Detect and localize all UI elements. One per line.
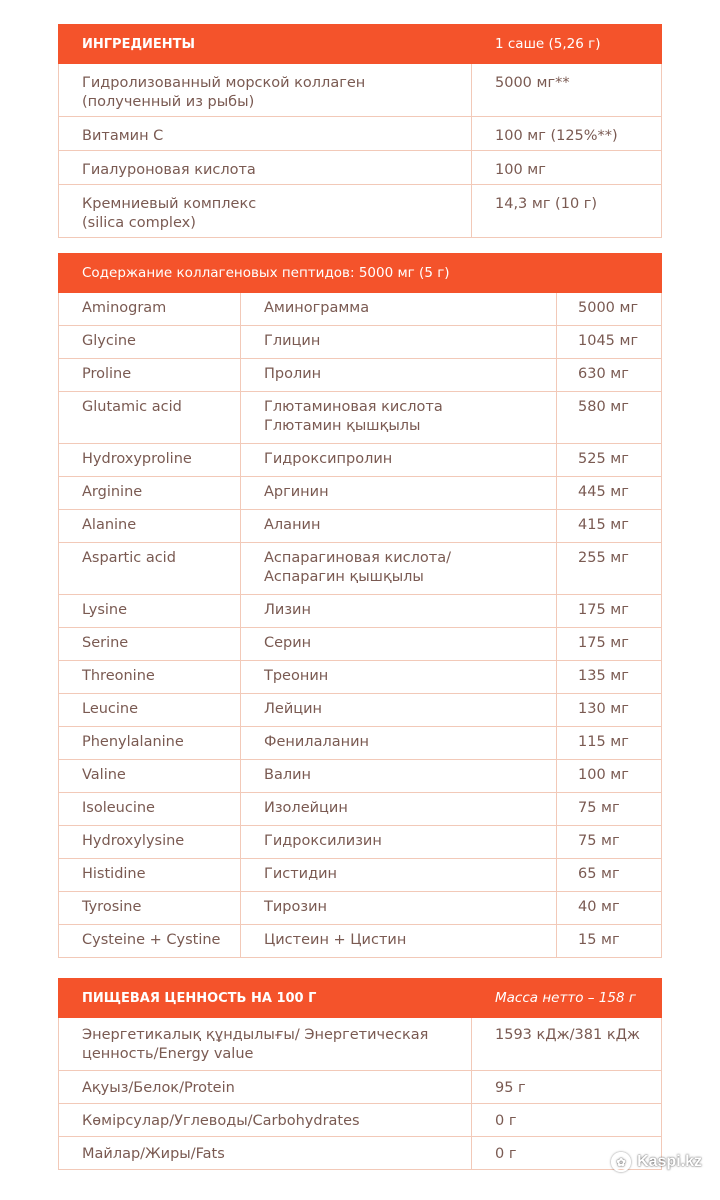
table-row bbox=[59, 1018, 662, 1071]
table-row bbox=[59, 1137, 662, 1170]
amino-name-ru: Серин bbox=[241, 628, 557, 661]
amino-amount: 175 мг bbox=[557, 595, 662, 628]
nutrient-name: Майлар/Жиры/Fats bbox=[59, 1137, 472, 1170]
table-row bbox=[59, 444, 662, 477]
amino-amount: 75 мг bbox=[557, 793, 662, 826]
ingredients-header-row bbox=[59, 25, 662, 64]
amino-name-en: Alanine bbox=[59, 510, 241, 543]
amino-amount: 175 мг bbox=[557, 628, 662, 661]
table-row bbox=[59, 859, 662, 892]
nutrition-header-row bbox=[59, 979, 662, 1018]
amino-name-ru: Гидроксипролин bbox=[241, 444, 557, 477]
amino-name-en: Glycine bbox=[59, 326, 241, 359]
table-row bbox=[59, 1071, 662, 1104]
table-row bbox=[59, 661, 662, 694]
ingredient-amount: 14,3 мг (10 г) bbox=[472, 185, 662, 238]
amino-name-ru: Треонин bbox=[241, 661, 557, 694]
amino-name-en: Leucine bbox=[59, 694, 241, 727]
net-weight: Масса нетто – 158 г bbox=[472, 979, 662, 1018]
amino-name-ru: Аргинин bbox=[241, 477, 557, 510]
table-row bbox=[59, 151, 662, 185]
table-row bbox=[59, 510, 662, 543]
serving-size: 1 саше (5,26 г) bbox=[472, 25, 662, 64]
table-row bbox=[59, 543, 662, 595]
amino-name-ru: Гидроксилизин bbox=[241, 826, 557, 859]
amino-amount: 1045 мг bbox=[557, 326, 662, 359]
table-row bbox=[59, 185, 662, 238]
table-row bbox=[59, 727, 662, 760]
amino-amount: 630 мг bbox=[557, 359, 662, 392]
amino-name-en: Hydroxylysine bbox=[59, 826, 241, 859]
table-row bbox=[59, 293, 662, 326]
amino-name-ru: Лейцин bbox=[241, 694, 557, 727]
amino-amount: 65 мг bbox=[557, 859, 662, 892]
ingredient-amount: 5000 мг** bbox=[472, 64, 662, 117]
amino-amount: 445 мг bbox=[557, 477, 662, 510]
nutrient-amount: 0 г bbox=[472, 1137, 662, 1170]
amino-name-en: Tyrosine bbox=[59, 892, 241, 925]
ingredients-table bbox=[58, 24, 662, 238]
amino-name-en: Isoleucine bbox=[59, 793, 241, 826]
table-row bbox=[59, 826, 662, 859]
amino-name-ru: Аминограмма bbox=[241, 293, 557, 326]
amino-amount: 415 мг bbox=[557, 510, 662, 543]
nutrient-amount: 95 г bbox=[472, 1071, 662, 1104]
table-row bbox=[59, 628, 662, 661]
amino-amount: 580 мг bbox=[557, 392, 662, 444]
amino-amount: 525 мг bbox=[557, 444, 662, 477]
ingredient-name: Гидролизованный морской коллаген (полученный из рыбы) bbox=[59, 64, 472, 117]
table-row bbox=[59, 392, 662, 444]
ingredients-title: ИНГРЕДИЕНТЫ bbox=[59, 25, 472, 64]
watermark-text: Kaspi.kz bbox=[637, 1153, 702, 1170]
amino-name-en: Lysine bbox=[59, 595, 241, 628]
amino-name-ru: Лизин bbox=[241, 595, 557, 628]
amino-name-ru: Глютаминовая кислота Глютамин қышқылы bbox=[241, 392, 557, 444]
amino-name-en: Aspartic acid bbox=[59, 543, 241, 595]
amino-amount: 130 мг bbox=[557, 694, 662, 727]
amino-name-en: Cysteine + Cystine bbox=[59, 925, 241, 958]
amino-name-en: Glutamic acid bbox=[59, 392, 241, 444]
amino-amount: 135 мг bbox=[557, 661, 662, 694]
table-row bbox=[59, 477, 662, 510]
amino-name-ru: Гистидин bbox=[241, 859, 557, 892]
amino-name-en: Serine bbox=[59, 628, 241, 661]
amino-name-ru: Изолейцин bbox=[241, 793, 557, 826]
amino-name-ru: Глицин bbox=[241, 326, 557, 359]
ingredient-name: Кремниевый комплекс (silica complex) bbox=[59, 185, 472, 238]
amino-name-en: Hydroxyproline bbox=[59, 444, 241, 477]
nutrient-name: Энергетикалық құндылығы/ Энергетическая ценность/Energy value bbox=[59, 1018, 472, 1071]
amino-name-ru: Цистеин + Цистин bbox=[241, 925, 557, 958]
aminogram-header-row bbox=[59, 254, 662, 293]
kaspi-watermark bbox=[611, 1152, 702, 1172]
nutrient-name: Ақуыз/Белок/Protein bbox=[59, 1071, 472, 1104]
ingredient-name: Витамин С bbox=[59, 117, 472, 151]
table-row bbox=[59, 793, 662, 826]
ingredient-amount: 100 мг bbox=[472, 151, 662, 185]
nutrient-name: Көмірсулар/Углеводы/Carbohydrates bbox=[59, 1104, 472, 1137]
table-row bbox=[59, 694, 662, 727]
table-row bbox=[59, 595, 662, 628]
amino-name-en: Histidine bbox=[59, 859, 241, 892]
amino-name-en: Arginine bbox=[59, 477, 241, 510]
aminogram-title: Содержание коллагеновых пептидов: 5000 мг (5 г) bbox=[59, 254, 662, 293]
nutrition-table bbox=[58, 978, 662, 1170]
amino-name-ru: Аспарагиновая кислота/ Аспарагин қышқылы bbox=[241, 543, 557, 595]
amino-amount: 100 мг bbox=[557, 760, 662, 793]
amino-name-en: Valine bbox=[59, 760, 241, 793]
table-row bbox=[59, 359, 662, 392]
table-row bbox=[59, 892, 662, 925]
table-row bbox=[59, 1104, 662, 1137]
amino-amount: 75 мг bbox=[557, 826, 662, 859]
table-row bbox=[59, 925, 662, 958]
amino-name-en: Proline bbox=[59, 359, 241, 392]
amino-name-ru: Аланин bbox=[241, 510, 557, 543]
amino-name-ru: Фенилаланин bbox=[241, 727, 557, 760]
table-row bbox=[59, 117, 662, 151]
amino-amount: 255 мг bbox=[557, 543, 662, 595]
amino-name-ru: Пролин bbox=[241, 359, 557, 392]
aminogram-table bbox=[58, 253, 662, 958]
table-row bbox=[59, 326, 662, 359]
table-row bbox=[59, 64, 662, 117]
amino-name-en: Phenylalanine bbox=[59, 727, 241, 760]
table-row bbox=[59, 760, 662, 793]
amino-name-ru: Тирозин bbox=[241, 892, 557, 925]
amino-name-en: Threonine bbox=[59, 661, 241, 694]
ingredient-amount: 100 мг (125%**) bbox=[472, 117, 662, 151]
amino-amount: 115 мг bbox=[557, 727, 662, 760]
amino-name-en: Aminogram bbox=[59, 293, 241, 326]
nutrition-title: ПИЩЕВАЯ ЦЕННОСТЬ НА 100 Г bbox=[59, 979, 472, 1018]
amino-amount: 5000 мг bbox=[557, 293, 662, 326]
nutrient-amount: 1593 кДж/381 кДж bbox=[472, 1018, 662, 1071]
amino-amount: 40 мг bbox=[557, 892, 662, 925]
nutrient-amount: 0 г bbox=[472, 1104, 662, 1137]
amino-name-ru: Валин bbox=[241, 760, 557, 793]
amino-amount: 15 мг bbox=[557, 925, 662, 958]
kaspi-logo-icon: ✿ bbox=[611, 1152, 631, 1172]
ingredient-name: Гиалуроновая кислота bbox=[59, 151, 472, 185]
